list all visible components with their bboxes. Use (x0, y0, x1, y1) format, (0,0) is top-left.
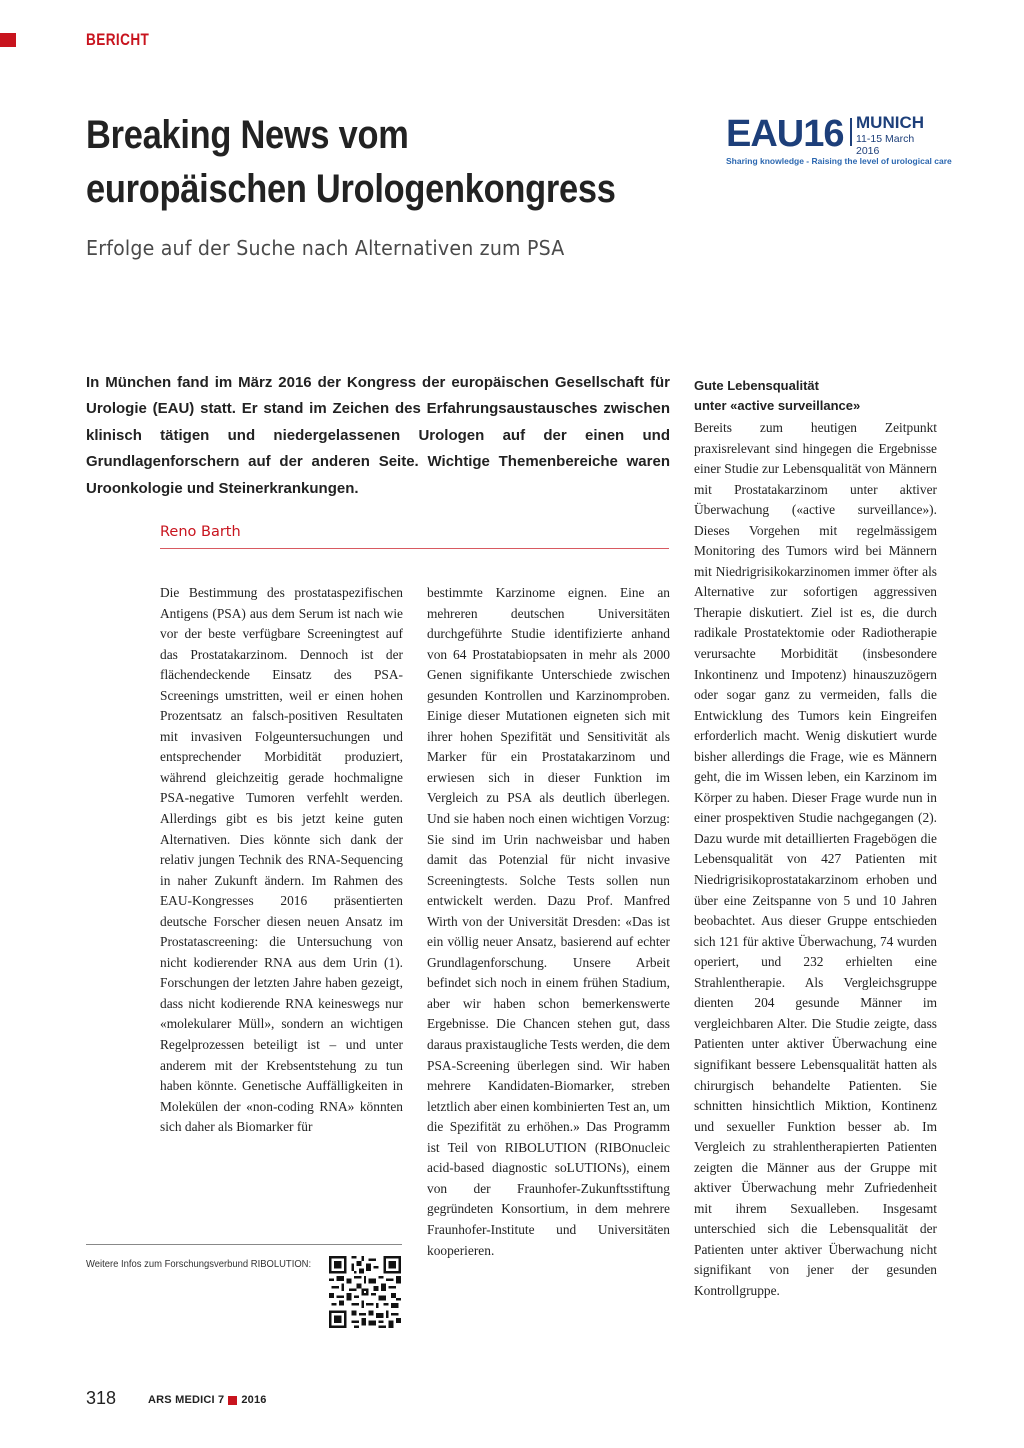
logo-tagline: Sharing knowledge - Raising the level of urological care (726, 156, 952, 166)
body-column-2-text: bestimmte Karzinome eignen. Eine an mehreren deutschen Universitäten durchgeführte Studie identifizierte anhand von 64 Prostatabiopsaten in mehr als 2000 Genen signifikante Unterschiede zwischen gesunden Kontrollen und Karzinomproben. Einige dieser Mutationen eigneten sich mit ihrer hohen Spezifität und Sensitivität als Marker für ein Prostatakarzinom und erwiesen sich in dieser Funktion im Vergleich zu PSA als deutlich überlegen. Und sie haben noch einen wichtigen Vorzug: Sie sind im Urin nachweisbar und haben damit das Potenzial für nicht invasive Screeningtests. Solche Tests sollen nun entwickelt werden. Dazu Prof. Manfred Wirth von der Universität Dresden: «Das ist ein völlig neuer Ansatz, basierend auf echter Grundlagenforschung. Unsere Arbeit befindet sich noch in einem frühen Stadium, aber wir haben schon bemerkenswerte Ergebnisse. Die Chancen stehen gut, dass daraus praxistaugliche Tests werden, die dem PSA-Screening überlegen sind. Wir haben mehrere Kandidaten-Biomarker, streben letztlich aber einen kombinierten Test an, um die Spezifität zu erhöhen.» Das Programm ist Teil von RIBOLUTION (RIBOnucleic acid-based diagnostic soLUTIONs), einem von der Fraunhofer-Zukunftsstiftung gegründeten Konsortium, in dem mehrere Fraunhofer-Institute und Universitäten kooperieren. (427, 585, 670, 1258)
body-column-3 (694, 418, 937, 1302)
section-label: BERICHT (86, 30, 150, 49)
logo-wordmark (726, 112, 844, 156)
author-divider (160, 548, 669, 549)
headline-line-1: Breaking News vom (86, 113, 409, 157)
footer-square-icon (228, 1396, 237, 1405)
info-divider (86, 1244, 402, 1245)
article-lead: In München fand im März 2016 der Kongress der europäischen Gesellschaft für Urologie (EAU) statt. Er stand im Zeichen des Erfahrungsaustausches zwischen klinisch tätigen und niedergelassenen Urologen auf der einen und Grundlagenforschern auf der anderen Seite. Wichtige Themenbereiche waren Uroonkologie und Steinerkrankungen. (86, 374, 670, 497)
logo-dates: 11-15 March 2016 (856, 133, 915, 157)
body-column-1 (160, 583, 403, 1138)
body-column-1-text: Die Bestimmung des prostataspezifischen Antigens (PSA) aus dem Serum ist nach wie vor der beste verfügbare Screeningtest auf das Prostatakarzinom. Dennoch ist der flächendeckende Einsatz des PSA-Screenings umstritten, weil er einen hohen Prozentsatz an falsch-positiven Resultaten mit invasiven Folgeuntersuchungen und entsprechender Morbidität produziert, während gleichzeitig gerade hochmaligne PSA-negative Tumoren verfehlt werden. Allerdings gibt es bis jetzt keine guten Alternativen. Dies könnte sich dank der relativ jungen Technik des RNA-Sequencing in naher Zukunft ändern. Im Rahmen des EAU-Kongresses 2016 präsentierten deutsche Forscher diesen neuen Ansatz im Prostatascreening: die Untersuchung von nicht kodierender RNA aus dem Urin (1). Forschungen der letzten Jahre haben gezeigt, dass nicht kodierende RNA keineswegs nur «molekularer Müll», sondern an wichtigen Regelprozessen beteiligt ist – und unter anderem mit der Krebsentstehung zu tun haben könnte. Genetische Auffälligkeiten in Molekülen der «non-coding RNA» könnten sich daher als Biomarker für (160, 585, 403, 1135)
qr-code-icon[interactable] (329, 1256, 401, 1328)
logo-eau: EAU (726, 113, 804, 155)
eau16-logo (726, 112, 952, 170)
section-marker (0, 33, 16, 47)
author-name: Reno Barth (160, 524, 241, 540)
column-3-heading-line-1: Gute Lebensqualität (694, 378, 819, 393)
column-3-heading-line-2: unter «active surveillance» (694, 398, 861, 413)
logo-city: MUNICH (856, 113, 924, 132)
article-subtitle: Erfolge auf der Suche nach Alternativen zum PSA (86, 236, 565, 260)
article-headline (86, 108, 636, 216)
page-number: 318 (86, 1388, 117, 1408)
headline-line-2: europäischen Urologenkongress (86, 167, 616, 211)
body-column-3-text: Bereits zum heutigen Zeitpunkt praxisrelevant sind hingegen die Ergebnisse einer Studie zur Lebensqualität von Männern mit Prostatakarzinom unter aktiver Überwachung («active surveillance»). Dieses Vorgehen mit regelmässigem Monitoring des Tumors wird bei Männern mit Niedrigrisikokarzinomen immer öfter als Alternative zur sofortigen aggressiven Therapie diskutiert. Ziel ist es, die durch radikale Prostatektomie oder Radiotherapie verursachte Morbidität (insbesondere Inkontinenz und Impotenz) hinauszuzögern oder sogar ganz zu vermeiden, falls die Entwicklung des Tumors kein Eingreifen erforderlich macht. Wenig diskutiert wurde bisher allerdings die Frage, wie es Männern geht, die im Wissen leben, ein Karzinom im Körper zu haben. Dieser Frage wurde nun in einer prospektiven Studie nachgegangen (2). Dazu wurde mit detaillierten Fragebögen die Lebensqualität von 427 Patienten mit Niedrigrisikoprostatakarzinom erhoben und über eine Zeitspanne von 5 und 10 Jahren beobachtet. Aus dieser Gruppe entschieden sich 121 für aktive Überwachung, 74 wurden operiert, und 232 erhielten eine Strahlentherapie. Als Vergleichsgruppe dienten 204 gesunde Männer im vergleichbaren Alter. Die Studie zeigte, dass Patienten unter aktiver Überwachung eine signifikant bessere Lebensqualität hatten als chirurgisch behandelte Patienten. Sie schnitten hinsichtlich Miktion, Kontinenz und sexueller Funktion besser ab. Im Vergleich zu strahlentherapierten Patienten zeigten die Männer aus der Gruppe mit aktiver Überwachung mehr Zufriedenheit mit ihrem Sexualleben. Insgesamt unterschied sich die Lebensqualität der Patienten unter aktiver Überwachung nicht signifikant von jener der gesunden Kontrollgruppe. (694, 420, 937, 1298)
logo-divider (850, 118, 852, 146)
journal-year: 2016 (241, 1394, 267, 1406)
journal-name: ARS MEDICI 7 (148, 1394, 225, 1406)
column-3-heading (694, 376, 937, 416)
body-column-2 (427, 583, 670, 1261)
journal-footer (148, 1394, 267, 1406)
logo-number: 16 (803, 113, 844, 155)
info-text: Weitere Infos zum Forschungsverbund RIBOLUTION: (86, 1258, 312, 1270)
